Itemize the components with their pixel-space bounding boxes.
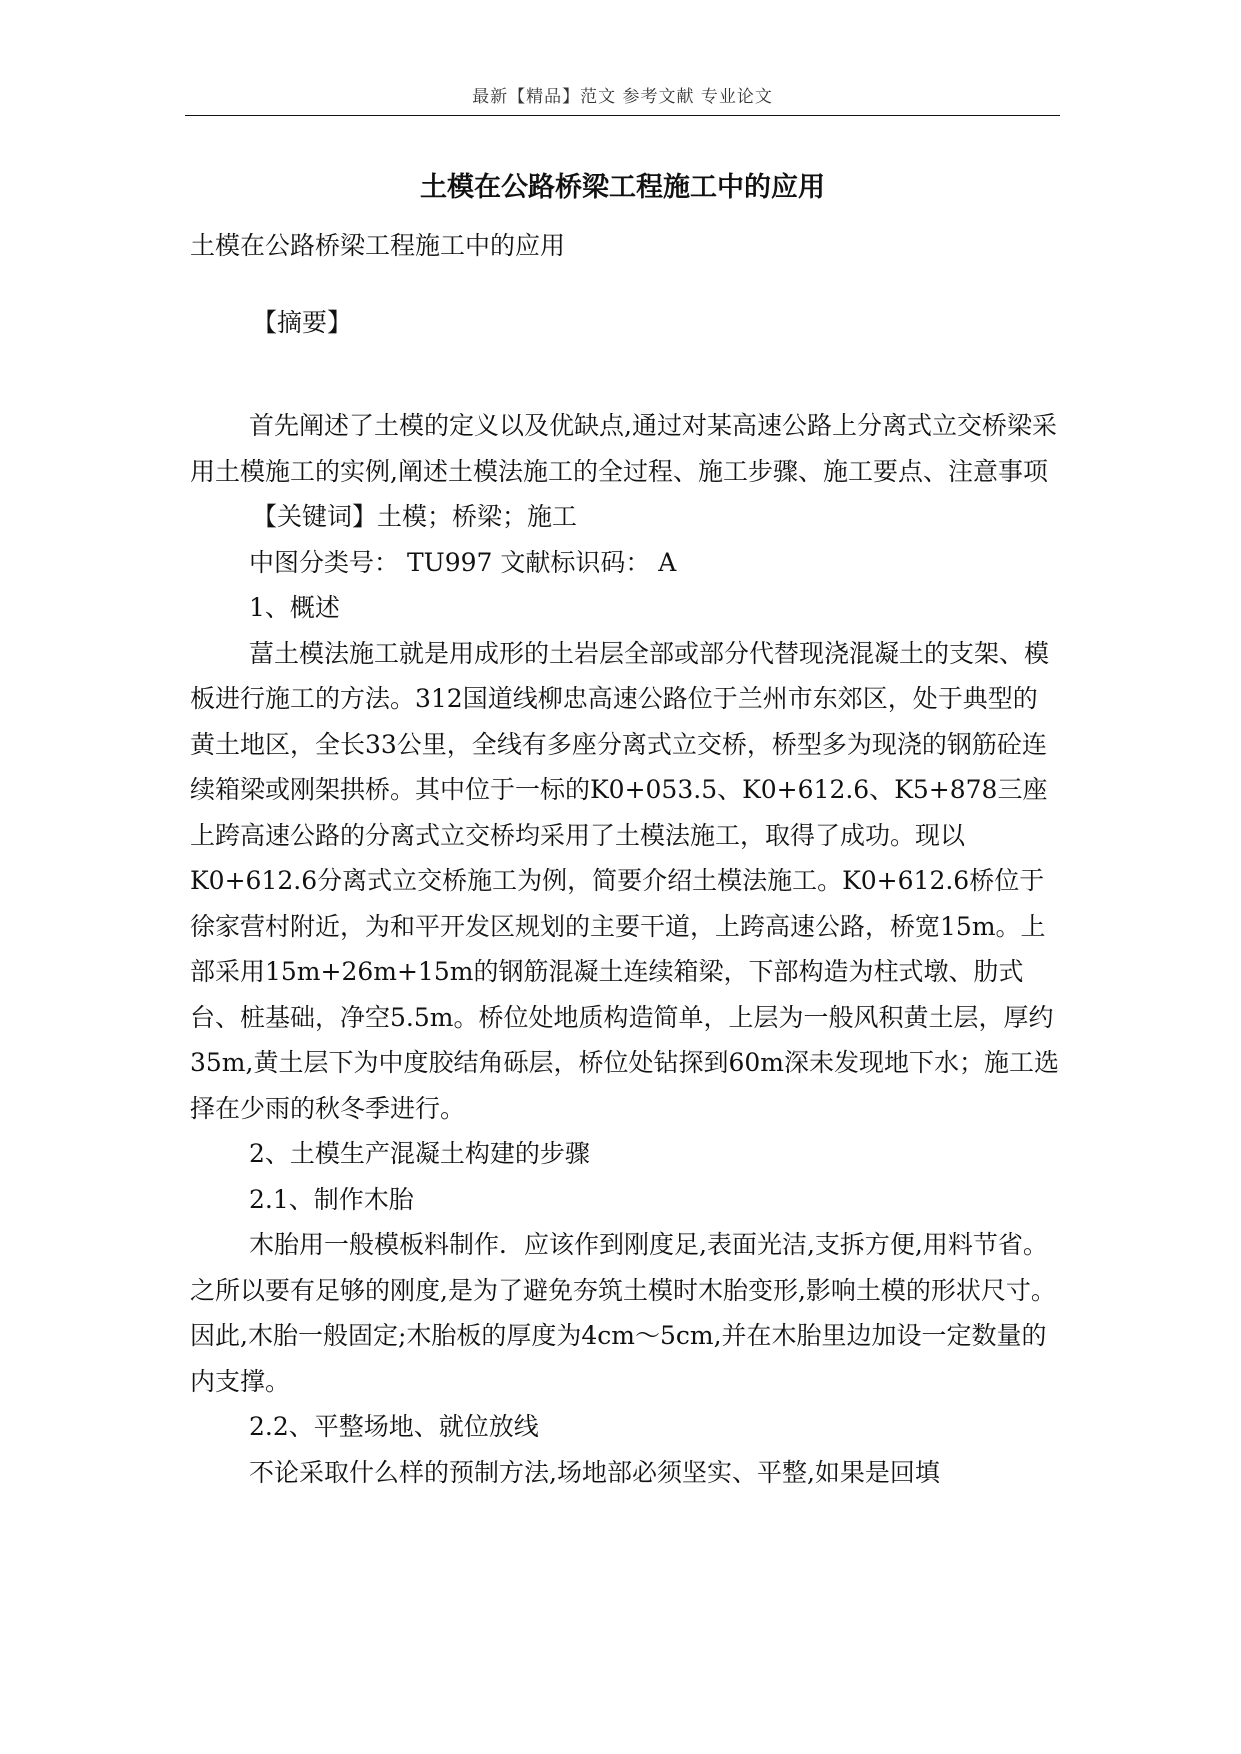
section-2-2-heading: 2.2、平整场地、就位放线 <box>249 1412 539 1441</box>
section-2-heading: 2、土模生产混凝土构建的步骤 <box>249 1139 590 1168</box>
document-title: 土模在公路桥梁工程施工中的应用 <box>420 172 825 203</box>
page-header: 最新【精品】范文 参考文献 专业论文 <box>472 87 773 107</box>
section-2-1-paragraph: 木胎用一般模板料制作．应该作到刚度足,表面光洁,支拆方便,用料节省。之所以要有足够的刚度,是为了避免夯筑土模时木胎变形,影响土模的形状尺寸。因此,木胎一般固定;木胎板的厚度为4cm～5cm,并在木胎里边加设一定数量的内支撑。 <box>190 1230 1056 1396</box>
header-divider <box>185 115 1060 116</box>
abstract-paragraph: 首先阐述了土模的定义以及优缺点,通过对某高速公路上分离式立交桥梁采用土模施工的实例,阐述土模法施工的全过程、施工步骤、施工要点、注意事项 <box>190 411 1057 486</box>
abstract-heading: 【摘要】 <box>252 307 353 337</box>
section-2-2-paragraph: 不论采取什么样的预制方法,场地部必须坚实、平整,如果是回填 <box>249 1457 940 1487</box>
section-1-heading: 1、概述 <box>249 593 340 622</box>
document-subtitle: 土模在公路桥梁工程施工中的应用 <box>190 231 566 260</box>
section-2-1-heading: 2.1、制作木胎 <box>249 1184 414 1214</box>
section-1-paragraph: 葍土模法施工就是用成形的土岩层全部或部分代替现浇混凝土的支架、模板进行施工的方法。312国道线柳忠高速公路位于兰州市东郊区，处于典型的黄土地区，全长33公里，全线有多座分离式立交桥，桥型多为现浇的钢筋砼连续箱梁或刚架拱桥。其中位于一标的K0+053.5、K0+612.6、K5+878三座上跨高速公路的分离式立交桥均采用了土模法施工，取得了成功。现以K0+612.6分离式立交桥施工为例，简要介绍土模法施工。K0+612.6桥位于徐家营村附近，为和平开发区规划的主要干道，上跨高速公路，桥宽15m。上部采用15m+26m+15m的钢筋混凝土连续箱梁，下部构造为柱式墩、肋式台、桩基础，净空5.5m。桥位处地质构造简单，上层为一般风积黄土层，厚约35m,黄土层下为中度胶结角砾层，桥位处钻探到60m深未发现地下水；施工选择在少雨的秋冬季进行。 <box>190 638 1059 1123</box>
document-body <box>190 223 1060 1495</box>
keywords-line: 【关键词】土模；桥梁；施工 <box>252 502 578 531</box>
classification-line: 中图分类号： TU997 文献标识码： A <box>249 547 677 577</box>
